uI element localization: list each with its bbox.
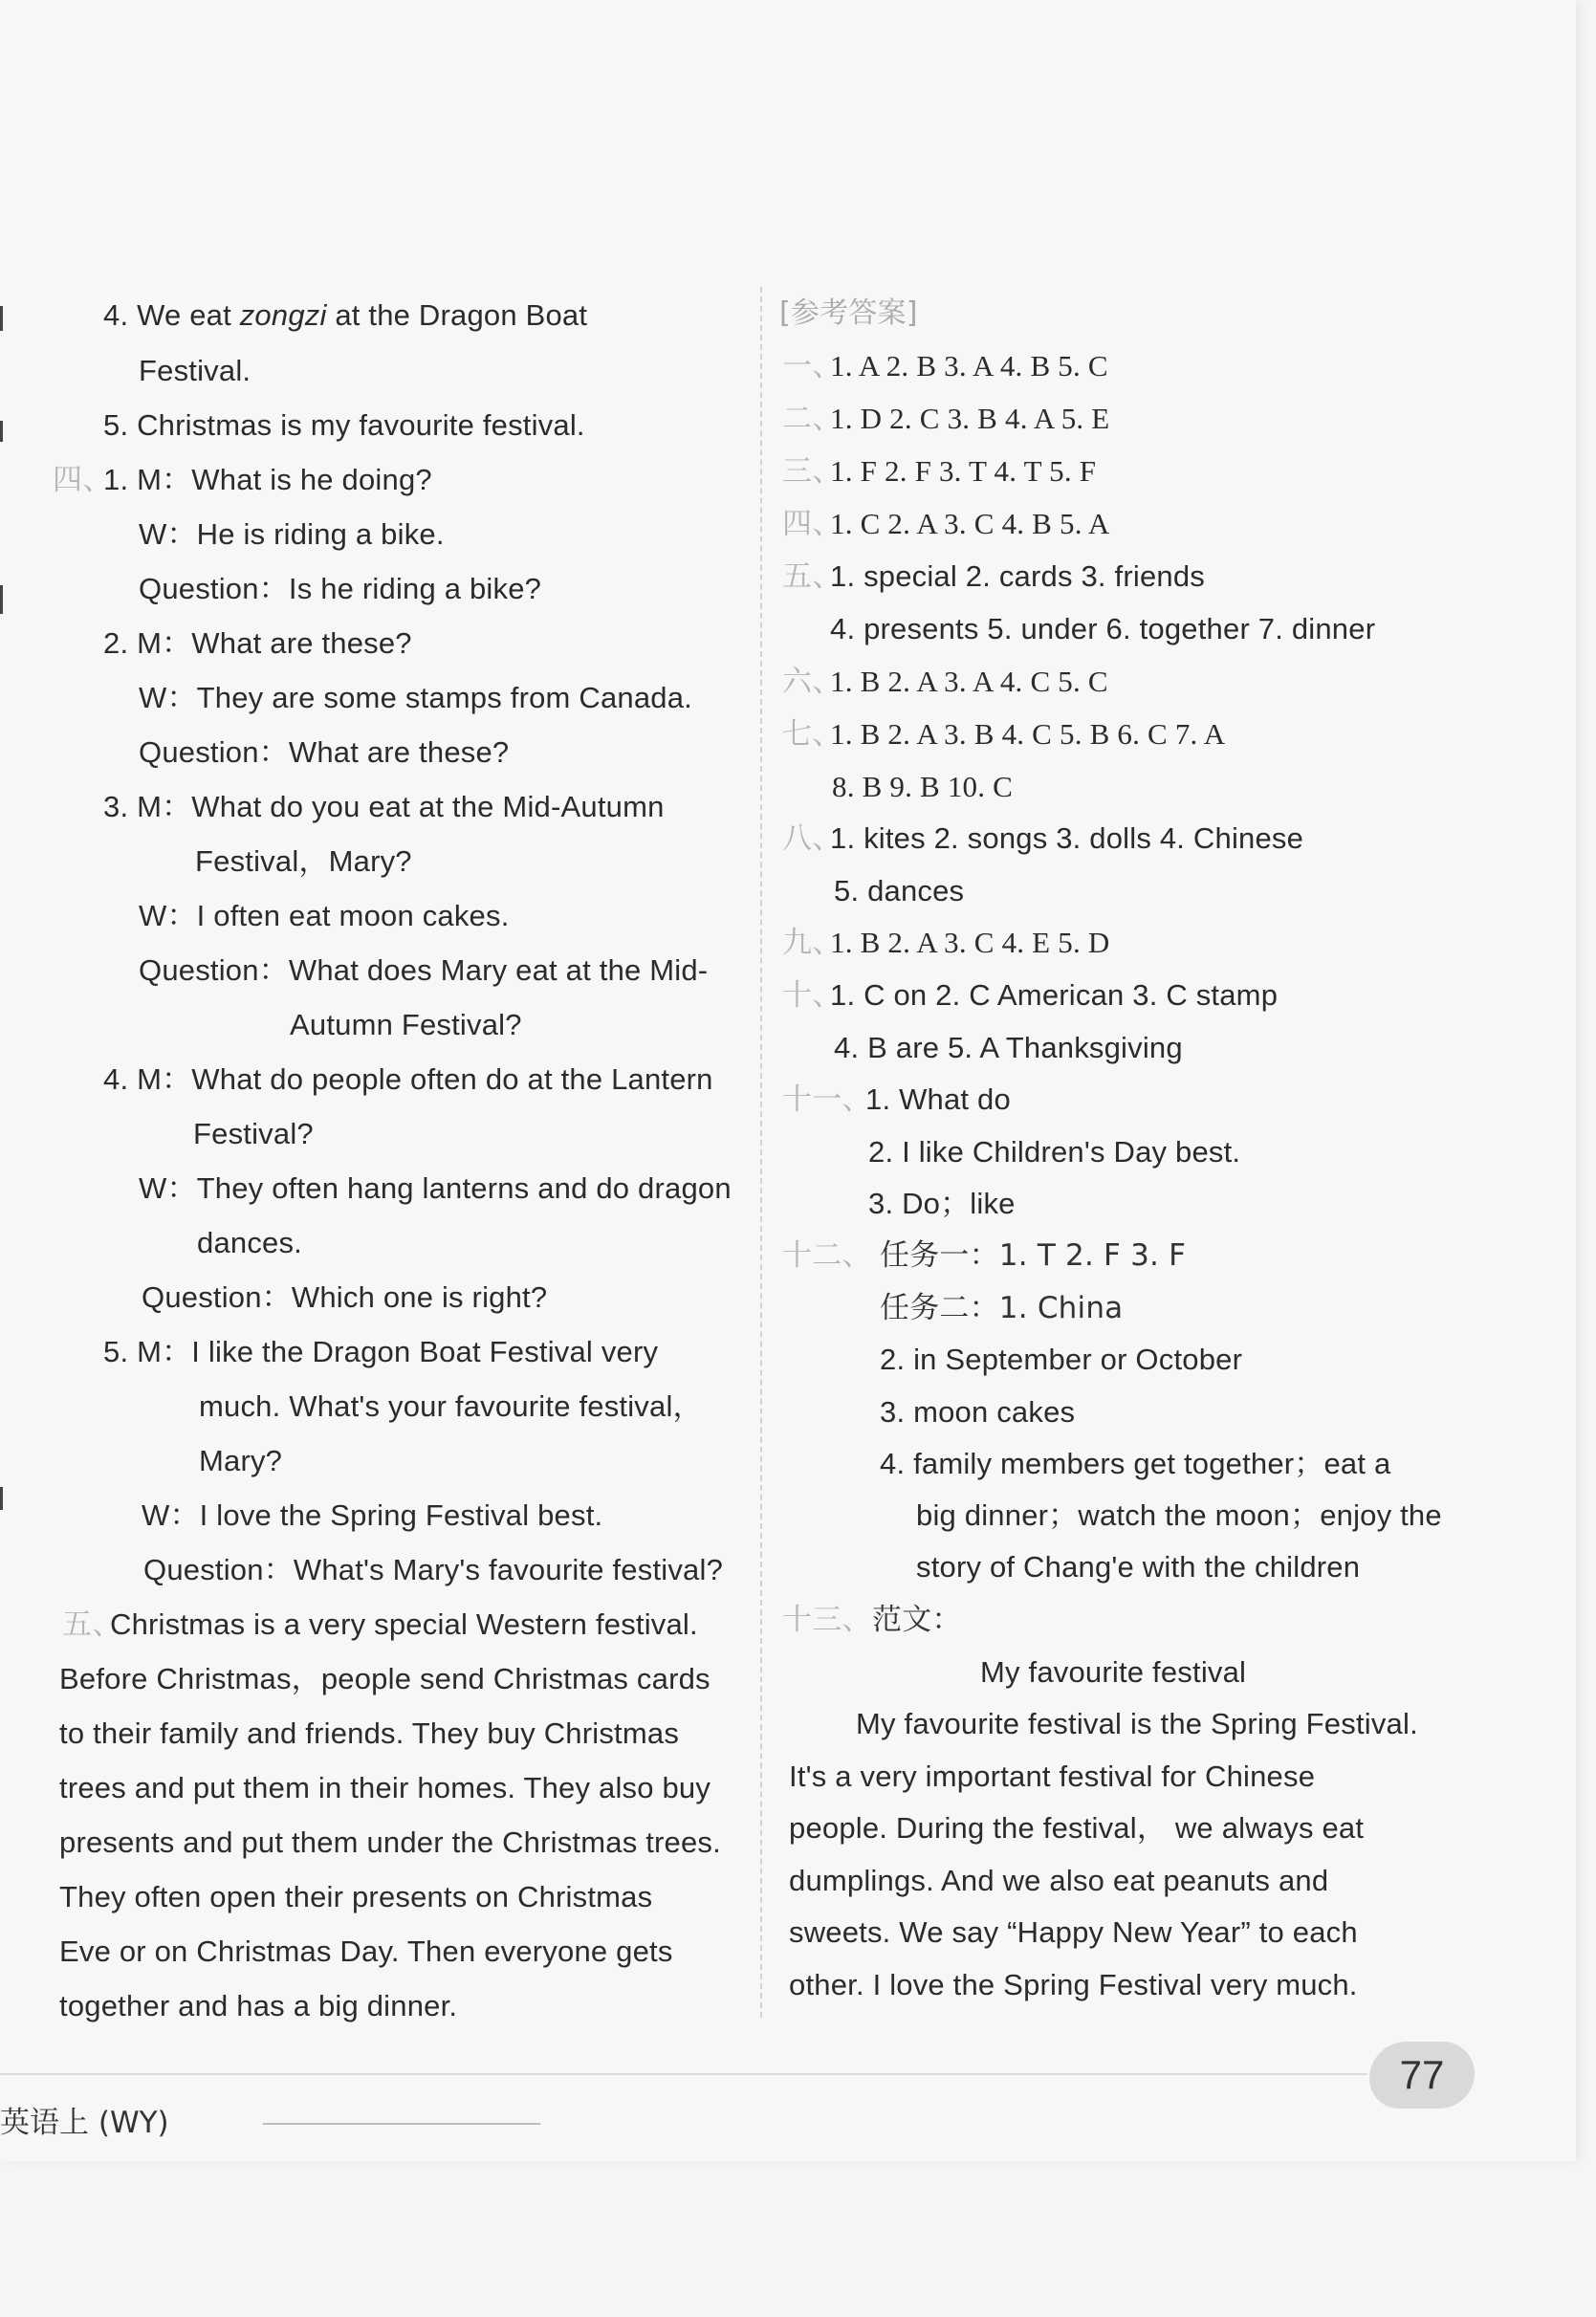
footer-underline [263,2123,540,2125]
answer-marker: 四、 [782,507,842,541]
essay-label: 范文： [872,1603,962,1637]
transcript-line: W：I love the Spring Festival best. [142,1498,603,1532]
answer-line: story of Chang'e with the children [916,1550,1361,1584]
listening-item-5: 5. Christmas is my favourite festival. [103,408,585,442]
answer-key-header: [参考答案] [779,296,918,330]
transcript-line: Question：What does Mary eat at the Mid- [139,953,709,987]
transcript-line: 1. M：What is he doing? [103,463,432,496]
essay-title: My favourite festival [980,1655,1247,1689]
answer-line: big dinner；watch the moon；enjoy the [916,1498,1442,1532]
answer-line: 1. C 2. A 3. C 4. B 5. A [830,507,1110,540]
listening-item-4: 4. We eat zongzi at the Dragon Boat [103,298,588,332]
answer-marker: 七、 [782,717,842,752]
footer-rule [0,2073,1367,2075]
passage-line: together and has a big dinner. [59,1989,458,2022]
passage-line: Before Christmas，people send Christmas cards [59,1662,711,1695]
answer-line: 2. I like Children's Day best. [868,1135,1241,1169]
passage-line: They often open their presents on Christmas [59,1880,653,1913]
answer-marker: 八、 [782,821,842,856]
transcript-line: W：He is riding a bike. [139,517,445,551]
edge-mark [0,306,3,331]
transcript-line: Festival，Mary? [195,844,412,878]
answer-line: 1. C on 2. C American 3. C stamp [830,978,1279,1012]
essay-line: dumplings. And we also eat peanuts and [789,1864,1329,1897]
edge-mark [0,1487,3,1510]
transcript-line: Question：What's Mary's favourite festival? [143,1553,724,1586]
transcript-line: Autumn Festival? [290,1008,522,1041]
essay-line: My favourite festival is the Spring Festival. [856,1707,1418,1740]
passage-line: presents and put them under the Christmas trees. [59,1825,721,1859]
transcript-line: W：I often eat moon cakes. [139,899,510,932]
listening-item-4-cont: Festival. [139,354,251,387]
answer-marker: 九、 [782,926,842,960]
essay-line: It's a very important festival for Chinese [789,1760,1316,1793]
transcript-line: Question：Is he riding a bike? [139,572,542,605]
answer-marker: 三、 [782,454,842,489]
answer-line: 1. F 2. F 3. T 4. T 5. F [830,454,1097,488]
edge-mark [0,585,3,614]
answer-line: 任务二：1. China [880,1291,1124,1325]
essay-marker: 十三、 [782,1603,872,1637]
passage-line: trees and put them in their homes. They also buy [59,1771,711,1804]
answer-line: 1. special 2. cards 3. friends [830,559,1205,593]
answer-marker: 二、 [782,402,842,436]
answer-line: 3. moon cakes [880,1395,1076,1429]
answer-line: 任务一：1. T 2. F 3. F [880,1238,1187,1273]
answer-line: 4. presents 5. under 6. together 7. dinner [830,612,1376,645]
column-divider [760,287,762,2018]
transcript-line: 4. M：What do people often do at the Lantern [103,1062,713,1096]
answer-marker: 十、 [782,978,842,1013]
transcript-line: Question：Which one is right? [142,1280,548,1314]
transcript-line: 3. M：What do you eat at the Mid-Autumn [103,790,665,823]
answer-line: 1. A 2. B 3. A 4. B 5. C [830,349,1108,383]
answer-line: 1. B 2. A 3. B 4. C 5. B 6. C 7. A [830,717,1226,751]
answer-marker: 十一、 [782,1082,872,1117]
answer-line: 3. Do；like [868,1187,1016,1220]
transcript-line: 5. M：I like the Dragon Boat Festival very [103,1335,659,1368]
answer-line: 2. in September or October [880,1343,1243,1376]
answer-line: 1. D 2. C 3. B 4. A 5. E [830,402,1110,435]
answer-line: 1. kites 2. songs 3. dolls 4. Chinese [830,821,1304,855]
essay-line: people. During the festival， we always eat [789,1811,1365,1845]
essay-line: sweets. We say “Happy New Year” to each [789,1915,1358,1949]
answer-marker: 五、 [782,559,842,594]
book-label: 英语上 (WY) [0,2106,169,2140]
section-5-marker: 五、 [62,1607,122,1642]
answer-marker: 一、 [782,349,842,383]
essay-line: other. I love the Spring Festival very much. [789,1968,1358,2001]
answer-line: 5. dances [834,874,965,907]
answer-line: 4. family members get together；eat a [880,1447,1391,1480]
section-4-marker: 四、 [53,463,113,497]
transcript-line: 2. M：What are these? [103,626,412,660]
transcript-line: W：They often hang lanterns and do dragon [139,1171,732,1205]
passage-line: Eve or on Christmas Day. Then everyone gets [59,1934,673,1968]
answer-marker: 六、 [782,665,842,699]
transcript-line: much. What's your favourite festival， [199,1389,703,1423]
page-number-badge: 77 [1369,2042,1475,2109]
answer-line: 8. B 9. B 10. C [832,770,1014,803]
edge-mark [0,421,3,442]
answer-line: 1. B 2. A 3. A 4. C 5. C [830,665,1108,698]
transcript-line: dances. [197,1226,302,1259]
transcript-line: Question：What are these? [139,735,510,769]
passage-line: to their family and friends. They buy Christmas [59,1716,680,1750]
answer-line: 4. B are 5. A Thanksgiving [834,1031,1183,1064]
answer-line: 1. What do [865,1082,1011,1116]
transcript-line: Festival? [193,1117,314,1150]
answer-line: 1. B 2. A 3. C 4. E 5. D [830,926,1110,959]
answer-marker: 十二、 [782,1238,872,1273]
transcript-line: Mary? [199,1444,283,1477]
passage-line: Christmas is a very special Western festival. [110,1607,698,1641]
transcript-line: W：They are some stamps from Canada. [139,681,692,714]
